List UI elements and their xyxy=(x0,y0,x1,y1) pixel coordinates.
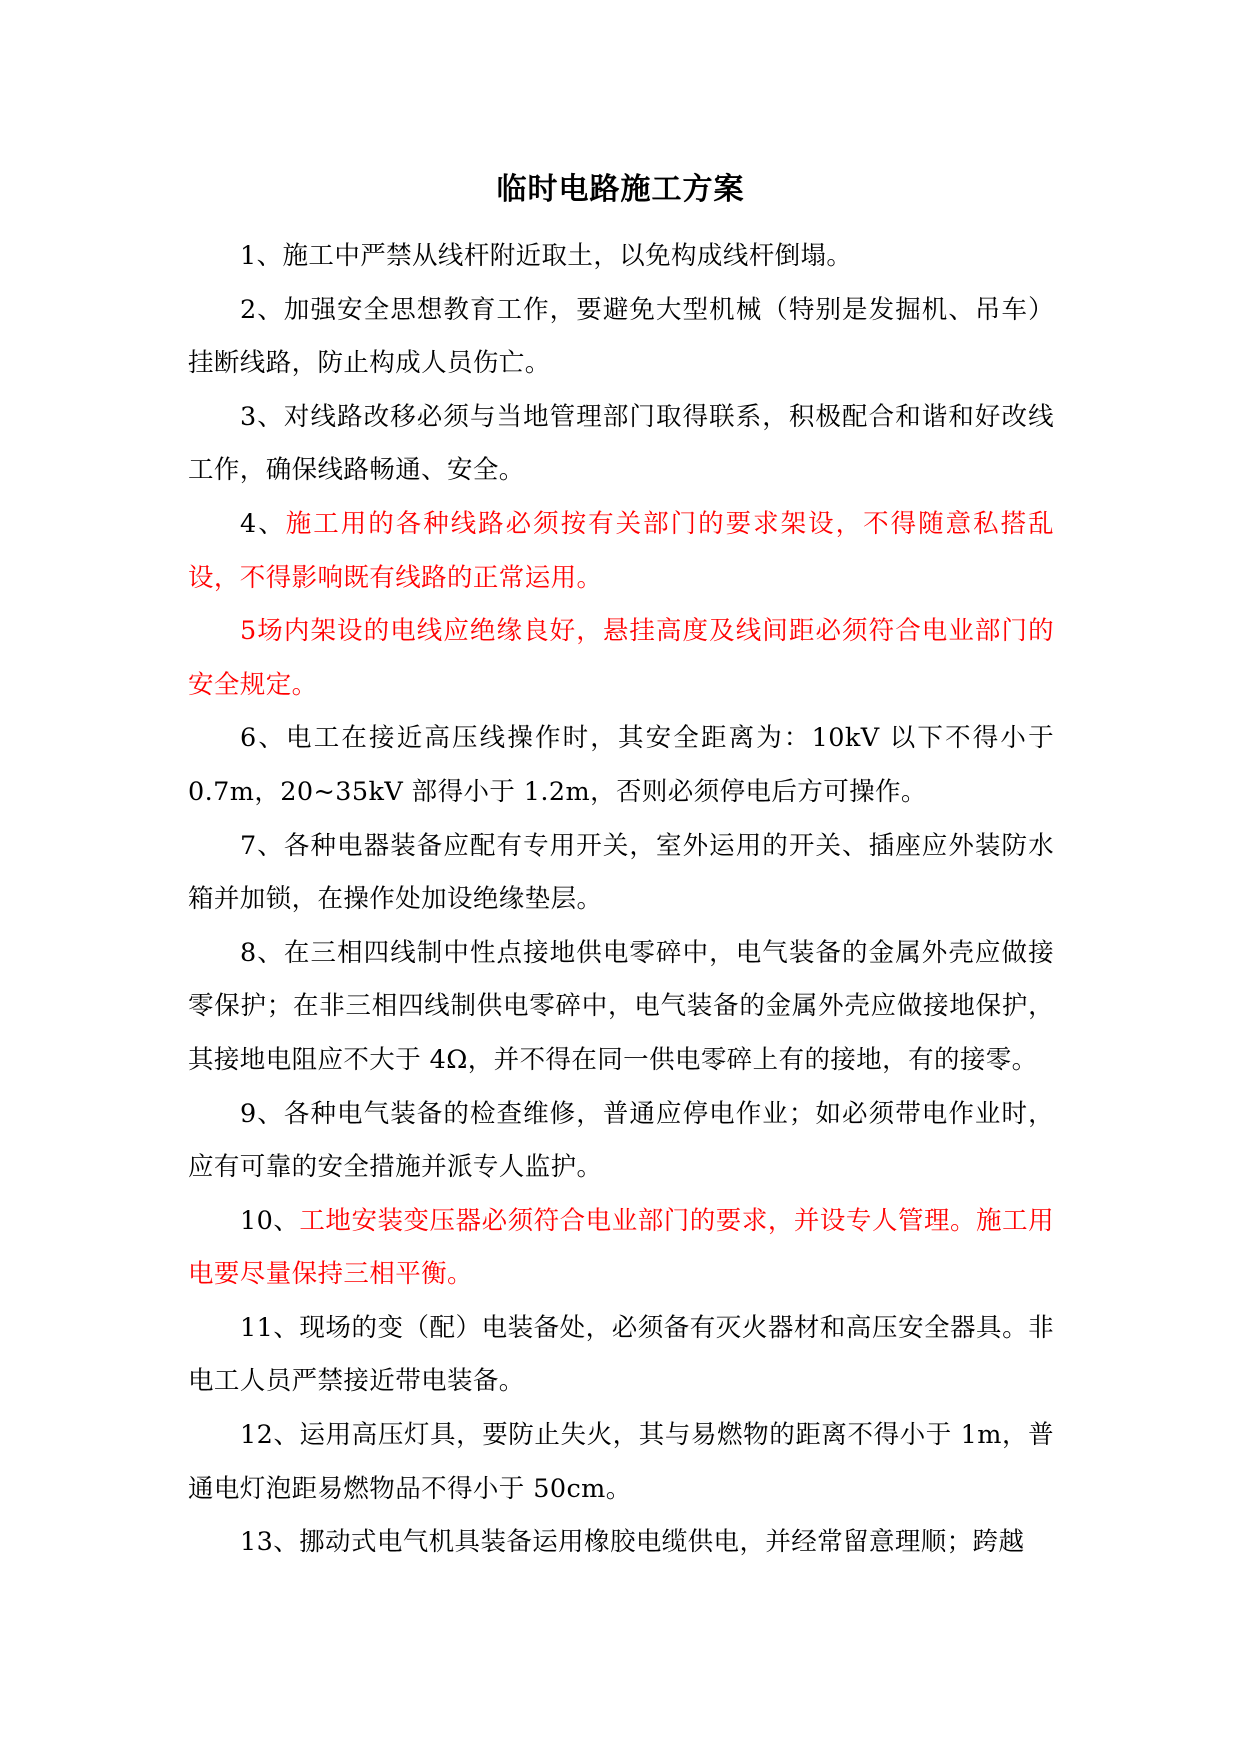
paragraph-text: 各种电器装备应配有专用开关，室外运用的开关、插座应外装防水箱并加锁，在操作处加设绝缘垫层。 xyxy=(188,830,1054,915)
paragraph-13 xyxy=(188,1516,1054,1570)
paragraph-number: 7、 xyxy=(240,830,284,861)
paragraph-7 xyxy=(188,820,1054,927)
paragraph-6 xyxy=(188,712,1054,819)
paragraph-number: 10、 xyxy=(240,1205,300,1236)
paragraph-number: 6、 xyxy=(240,723,287,754)
paragraph-number: 2、 xyxy=(240,294,284,325)
paragraph-text: 对线路改移必须与当地管理部门取得联系，积极配合和谐和好改线工作，确保线路畅通、安全。 xyxy=(188,401,1054,486)
paragraph-9 xyxy=(188,1088,1054,1195)
paragraph-text: 5场内架设的电线应绝缘良好，悬挂高度及线间距必须符合电业部门的安全规定。 xyxy=(188,616,1054,700)
paragraph-text: 施工中严禁从线杆附近取土，以免构成线杆倒塌。 xyxy=(282,241,853,271)
paragraph-4 xyxy=(188,498,1054,605)
paragraph-8 xyxy=(188,927,1054,1088)
paragraph-1 xyxy=(188,230,1054,284)
paragraph-text: 工地安装变压器必须符合电业部门的要求，并设专人管理。施工用电要尽量保持三相平衡。 xyxy=(188,1205,1054,1290)
paragraph-text: 现场的变（配）电装备处，必须备有灭火器材和高压安全器具。非电工人员严禁接近带电装备。 xyxy=(188,1312,1054,1397)
paragraph-2 xyxy=(188,284,1054,391)
paragraph-text: 各种电气装备的检查维修，普通应停电作业；如必须带电作业时，应有可靠的安全措施并派专人监护。 xyxy=(188,1098,1054,1183)
paragraph-text: 加强安全思想教育工作，要避免大型机械（特别是发掘机、吊车）挂断线路，防止构成人员伤亡。 xyxy=(188,294,1054,379)
paragraph-text: 运用高压灯具，要防止失火，其与易燃物的距离不得小于 1m，普通电灯泡距易燃物品不得小于 50cm。 xyxy=(188,1420,1054,1504)
paragraph-5 xyxy=(188,605,1054,712)
paragraph-number: 4、 xyxy=(240,508,286,539)
paragraph-12 xyxy=(188,1409,1054,1516)
paragraph-number: 3、 xyxy=(240,401,284,432)
paragraph-text: 施工用的各种线路必须按有关部门的要求架设，不得随意私搭乱设，不得影响既有线路的正常运用。 xyxy=(188,508,1054,593)
paragraph-3 xyxy=(188,391,1054,498)
paragraph-number: 9、 xyxy=(240,1098,284,1129)
paragraph-number: 12、 xyxy=(240,1420,300,1451)
document-title: 临时电路施工方案 xyxy=(496,172,745,207)
paragraph-10 xyxy=(188,1195,1054,1302)
paragraph-text: 挪动式电气机具装备运用橡胶电缆供电，并经常留意理顺；跨越 xyxy=(299,1527,1025,1558)
paragraph-number: 8、 xyxy=(240,937,284,968)
paragraph-number: 11、 xyxy=(240,1312,300,1343)
paragraph-text: 在三相四线制中性点接地供电零碎中，电气装备的金属外壳应做接零保护；在非三相四线制供电零碎中，电气装备的金属外壳应做接地保护，其接地电阻应不大于 4Ω，并不得在同一供电零碎上有的接地，有的接零。 xyxy=(188,937,1054,1075)
paragraph-number: 13、 xyxy=(240,1527,300,1558)
paragraph-11 xyxy=(188,1302,1054,1409)
document-body xyxy=(188,230,1054,1570)
paragraph-text: 电工在接近高压线操作时，其安全距离为：10kV 以下不得小于 0.7m，20~35kV 部得小于 1.2m，否则必须停电后方可操作。 xyxy=(188,723,1054,807)
paragraph-number: 1、 xyxy=(240,241,283,271)
